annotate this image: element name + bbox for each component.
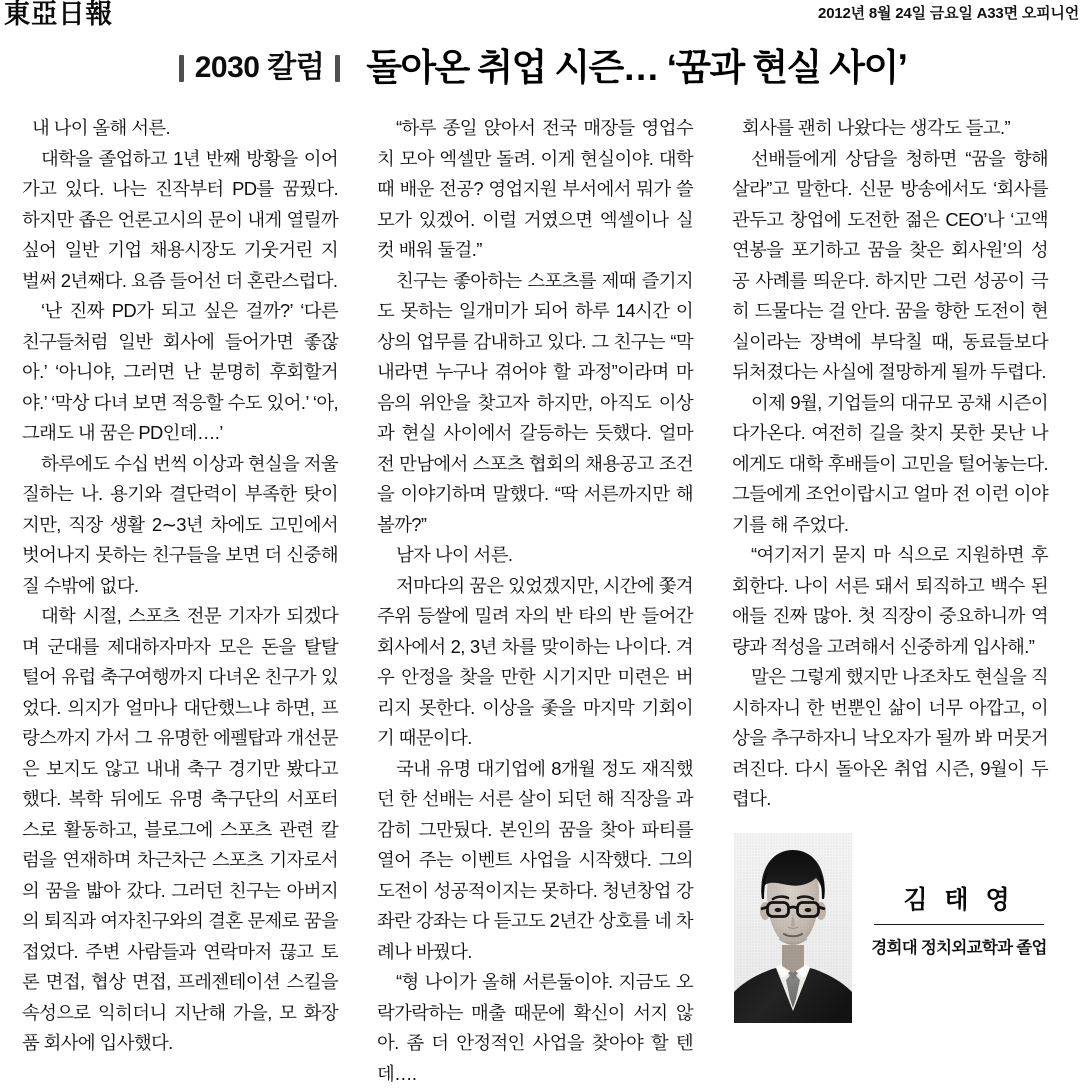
paragraph: 저마다의 꿈은 있었겠지만, 시간에 쫓겨 주위 등쌀에 밀려 자의 반 타의 반 들어간 회사에서 2, 3년 차를 맞이하는 나이다. 겨우 안정을 찾을 만한 시기지만 미련은 버리지 못한다. 이상을 좇을 마지막 기회이기 때문이다. <box>377 574 693 748</box>
paragraph: 내 나이 올해 서른. <box>32 117 170 138</box>
column-kicker <box>179 51 341 85</box>
paragraph: 친구는 좋아하는 스포츠를 제때 즐기지도 못하는 일개미가 되어 하루 14시간 이상의 업무를 감내하고 있다. 그 친구는 “막내라면 누구나 겪어야 할 과정”이라며 마음의 위안을 찾고자 하지만, 아직도 이상과 현실 사이에서 갈등하는 듯했다. 얼마 전 만남에서 스포츠 협회의 채용공고 조건을 이야기하며 말했다. “딱 서른까지만 해볼까?” <box>377 269 693 535</box>
paragraph: ‘난 진짜 PD가 되고 싶은 걸까?’ ‘다른 친구들처럼 일반 회사에 들어가면 좋잖아.’ ‘아니야, 그러면 난 분명히 후회할거야.’ ‘막상 다녀 보면 적응할 수도 있어.’ ‘아, 그래도 내 꿈은 PD인데….’ <box>22 300 338 443</box>
article-column-2 <box>377 113 693 1084</box>
paragraph: “하루 종일 앉아서 전국 매장들 영업수치 모아 엑셀만 돌려. 이게 현실이야. 대학 때 배운 전공? 영업지원 부서에서 뭐가 쓸모가 있겠어. 이럴 거였으면 엑셀이나 실컷 배워 둘걸.” <box>377 117 693 260</box>
kicker-bar-right-icon <box>335 55 340 82</box>
author-byline <box>732 833 1048 1023</box>
paragraph: 선배들에게 상담을 청하면 “꿈을 향해 살라”고 말한다. 신문 방송에서도 ‘회사를 관두고 창업에 도전한 젊은 CEO’나 ‘고액 연봉을 포기하고 꿈을 찾은 회사원’의 성공 사례를 띄운다. 하지만 그런 성공이 극히 드물다는 걸 안다. 꿈을 향한 도전이 현실이라는 장벽에 부닥칠 때, 동료들보다 뒤처졌다는 사실에 절망하게 될까 두렵다. <box>732 147 1048 382</box>
paragraph: 대학 시절, 스포츠 전문 기자가 되겠다며 군대를 제대하자마자 모은 돈을 탈탈 털어 유럽 축구여행까지 다녀온 친구가 있었다. 의지가 얼마나 대단했느냐 하면, 프랑스까지 가서 그 유명한 에펠탑과 개선문은 보지도 않고 내내 축구 경기만 봤다고 했다. 복학 뒤에도 유명 축구단의 서포터스로 활동하고, 블로그에 스포츠 관련 칼럼을 연재하며 차근차근 스포츠 기자로서의 꿈을 밟아 갔다. 그러던 친구는 아버지의 퇴직과 여자친구와의 결혼 문제로 꿈을 접었다. 주변 사람들과 연락마저 끊고 토론 면접, 협상 면접, 프레젠테이션 스킬을 속성으로 익히더니 지난해 가을, 모 화장품 회사에 입사했다. <box>22 605 338 1053</box>
paragraph: “형 나이가 올해 서른둘이야. 지금도 오락가락하는 매출 때문에 확신이 서지 않아. 좀 더 안정적인 사업을 찾아야 할 텐데…. <box>377 971 693 1084</box>
paragraph: 남자 나이 서른. <box>396 544 513 565</box>
dateline: 2012년 8월 24일 금요일 A33면 오피니언 <box>818 5 1079 22</box>
paragraph: 국내 유명 대기업에 8개월 정도 재직했던 한 선배는 서른 살이 되던 해 직장을 과감히 그만뒀다. 본인의 꿈을 찾아 파티를 열어 주는 이벤트 사업을 시작했다. 그의 도전이 성공적이지는 못하다. 청년창업 강좌란 강좌는 다 듣고도 2년간 상호를 네 차례나 바꿨다. <box>377 757 693 962</box>
paragraph: 이제 9월, 기업들의 대규모 공채 시즌이 다가온다. 여전히 길을 찾지 못한 못난 나에게도 대학 후배들이 고민을 털어놓는다. 그들에게 조언이랍시고 얼마 전 이런 이야기를 해 주었다. <box>732 391 1048 535</box>
paragraph: “여기저기 묻지 마 식으로 지원하면 후회한다. 나이 서른 돼서 퇴직하고 백수 된 애들 진짜 많아. 첫 직장이 중요하니까 역량과 적성을 고려해서 신중하게 입사해.” <box>732 544 1048 657</box>
column-gutter <box>338 113 377 989</box>
paragraph: 회사를 괜히 나왔다는 생각도 들고.” <box>742 117 1010 138</box>
paragraph: 하루에도 수십 번씩 이상과 현실을 저울질하는 나. 용기와 결단력이 부족한 탓이지만, 직장 생활 2∼3년 차에도 고민에서 벗어나지 못하는 친구들을 보면 더 신중해질 수밖에 없다. <box>22 452 338 596</box>
column-gutter <box>693 113 732 989</box>
headline-band <box>0 31 1085 101</box>
byline-divider <box>874 924 1044 925</box>
masthead <box>0 0 1085 31</box>
article-column-1 <box>22 113 338 1053</box>
article-body <box>0 101 1085 1084</box>
paragraph: 말은 그렇게 했지만 나조차도 현실을 직시하자니 한 번뿐인 삶이 너무 아깝고, 이상을 추구하자니 낙오자가 될까 봐 머뭇거려진다. 다시 돌아온 취업 시즌, 9월이 두렵다. <box>732 666 1048 809</box>
kicker-bar-left-icon <box>179 55 184 82</box>
article-column-3 <box>732 113 1048 989</box>
paragraph: 대학을 졸업하고 1년 반째 방황을 이어가고 있다. 나는 진작부터 PD를 꿈꿨다. 하지만 좁은 언론고시의 문이 내게 열릴까 싶어 일반 기업 채용시장도 기웃거린 지 벌써 2년째다. 요즘 들어선 더 혼란스럽다. <box>22 147 338 291</box>
author-portrait-photo <box>734 833 852 1023</box>
page-title: 돌아온 취업 시즌… ‘꿈과 현실 사이’ <box>366 47 907 88</box>
author-name: 김 태 영 <box>903 885 1015 914</box>
kicker-label: 2030 칼럼 <box>194 51 325 84</box>
author-affiliation: 경희대 정치외교학과 졸업 <box>871 938 1047 957</box>
newspaper-logo: 東亞日報 <box>4 0 113 30</box>
author-info <box>852 833 1048 959</box>
